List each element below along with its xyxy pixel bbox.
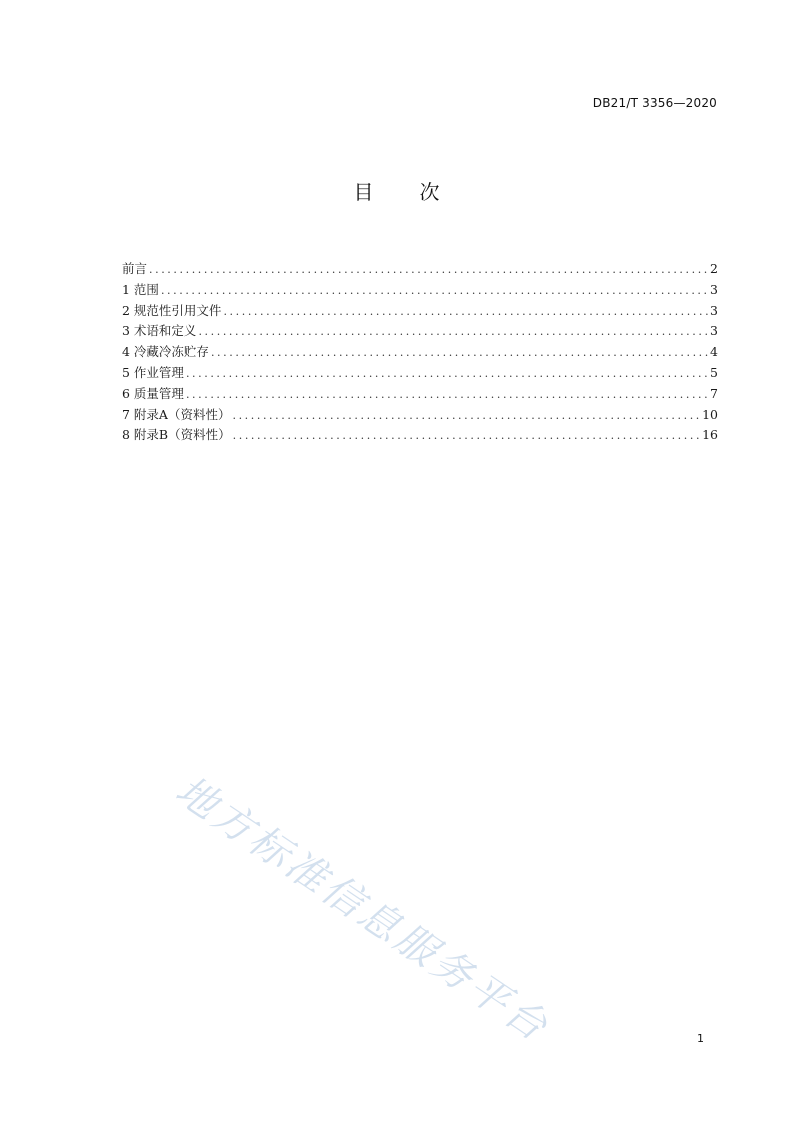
toc-entry-label: 1 范围 xyxy=(122,281,159,297)
page-number: 1 xyxy=(697,1032,704,1045)
dot-leader xyxy=(161,281,708,302)
toc-entry-scope[interactable] xyxy=(122,280,718,301)
toc-entry-label: 8 附录B（资料性） xyxy=(122,427,231,443)
toc-entry-page: 7 xyxy=(710,385,718,401)
dot-leader xyxy=(149,260,708,281)
toc-entry-label: 3 术语和定义 xyxy=(122,323,197,339)
page-title: 目次 xyxy=(353,180,486,204)
table-of-contents xyxy=(122,259,718,446)
toc-entry-normative-references[interactable] xyxy=(122,301,718,322)
toc-entry-appendix-b[interactable] xyxy=(122,425,718,446)
toc-entry-label: 5 作业管理 xyxy=(122,364,184,380)
toc-entry-page: 5 xyxy=(710,364,718,380)
standard-code: DB21/T 3356—2020 xyxy=(592,96,717,110)
toc-entry-terms-definitions[interactable] xyxy=(122,321,718,342)
toc-entry-page: 4 xyxy=(710,344,718,360)
dot-leader xyxy=(232,406,700,427)
dot-leader xyxy=(223,302,708,323)
toc-entry-page: 3 xyxy=(710,323,718,339)
toc-entry-label: 2 规范性引用文件 xyxy=(122,302,222,318)
toc-entry-foreword[interactable] xyxy=(122,259,718,280)
dot-leader xyxy=(186,385,708,406)
dot-leader xyxy=(186,364,708,385)
toc-entry-label: 4 冷藏冷冻贮存 xyxy=(122,344,209,360)
toc-entry-page: 16 xyxy=(702,427,718,443)
toc-entry-label: 6 质量管理 xyxy=(122,385,184,401)
dot-leader xyxy=(211,343,708,364)
toc-entry-appendix-a[interactable] xyxy=(122,405,718,426)
toc-entry-cold-storage[interactable] xyxy=(122,342,718,363)
dot-leader xyxy=(198,322,708,343)
toc-entry-label: 前言 xyxy=(122,261,148,276)
toc-entry-quality-management[interactable] xyxy=(122,384,718,405)
dot-leader xyxy=(233,426,700,447)
toc-entry-page: 3 xyxy=(710,302,718,318)
toc-entry-page: 3 xyxy=(710,281,718,297)
toc-entry-operation-management[interactable] xyxy=(122,363,718,384)
toc-entry-label: 7 附录A（资料性） xyxy=(122,406,231,422)
watermark: 地方标准信息服务平台 xyxy=(167,767,558,1052)
toc-entry-page: 10 xyxy=(702,406,718,422)
toc-entry-page: 2 xyxy=(710,261,718,276)
